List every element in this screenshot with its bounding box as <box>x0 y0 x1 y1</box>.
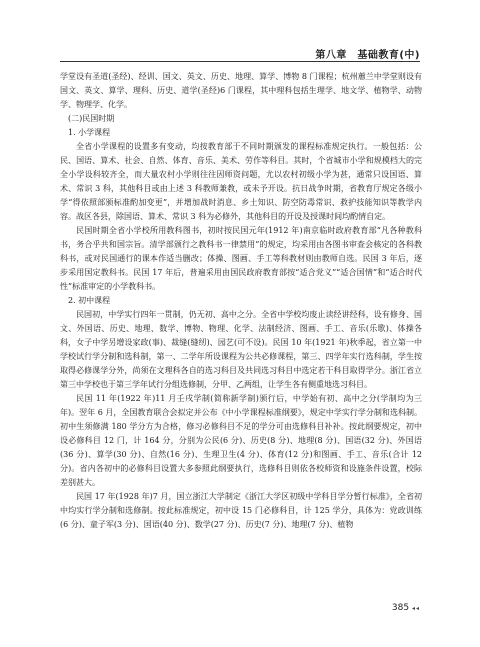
page-number-mark: ◂◂ <box>411 605 420 612</box>
paragraph: 民国 11 年(1922 年)11 月壬戌学制(简称新学制)颁行后，中学始有初、高中之分(学制均为三年)。翌年 6 月，全国教育联合会拟定并公布《中小学课程标准纲要》，规定中学实行学分制和选科制。初中生须修满 180 学分方为合格，修习必修科目不足的学分可由选修科目补补。按此纲要规定，初中设必修科目 12 门，计 164 分，分别为公民(6 分)、历史(8 分)、地理(8 分)、国语(32 分)、外国语(36 分)、算学(30 分)、自然(16 分)、生理卫生(4 分)、体育(12 分)和图画、手工、音乐(合计 12 分)。省内各初中的必修科目设置大多参照此纲要执行，选修科目则依各校师资和设施条件设置，校际差别甚大。 <box>60 394 422 487</box>
chapter-header: 第八章 基础教育(中) <box>315 50 420 61</box>
paragraph: 全省小学课程的设置多有变动，均按教育部于不同时期颁发的课程标准规定执行。一般包括：公民、国语、算术、社会、自然、体育、音乐、美术、劳作等科目。其时，个省城市小学和规模档大的完全小学设科较齐全，而大量农村小学则往往因师资问题，尤以农村初级小学为甚，通常只设国语、算术、常识 3 科，其他科目或由上述 3 科教师兼教，或未予开设。抗日战争时期，省教育厅规定各级小学“得依照部颁标准酌加变更”，并增加战时消息、乡土知识、防空防毒常识、救护技能知识等教学内容。战区各县，除国语、算术、常识 3 科为必修外，其他科目的开设及授课时间均酌情自定。 <box>60 142 422 221</box>
section-heading: (二)民国时期 <box>68 114 115 123</box>
paragraph: 民国 17 年(1928 年)7 月，国立浙江大学制定《浙江大学区初级中学科目学分暂行标准》，全省初中均实行学分制和选修制。按此标准规定，初中设 15 门必修科目，计 125 学分，具体为：党政训练(6 分)、童子军(3 分)、国语(40 分)、数学(27 分)、历史(7 分)、地理(7 分)、植物 <box>60 492 422 529</box>
subsection-heading: 2. 初中课程 <box>68 296 111 305</box>
header-divider <box>60 61 420 62</box>
paragraph: 学堂设有圣道(圣经)、经训、国文、英文、历史、地理、算学、博物 8 门课程；杭州蕙兰中学堂则设有国文、英文、算学、理科、历史、道学(圣经)6 门课程，其中理科包括生理学、地文学、植物学、动物学、物理学、化学。 <box>60 72 422 109</box>
body-text <box>60 70 422 532</box>
paragraph: 民国初，中学实行四年一贯制，仍无初、高中之分。全省中学校均废止读经讲经科，设有修身、国文、外国语、历史、地理、数学、博物、物理、化学、法制经济、图画、手工、音乐(乐歌)、体操各科，女子中学另增设家政(事)、裁缝(缝纫)、园艺(可不设)。民国 10 年(1921 年)秋季起，省立第一中学校试行学分制和选科制，第一、二学年所设课程为公共必修课程，第三、四学年实行选科制，学生按取得必修课学分外，尚须在文理科各自的选习科目及共同选习科目中选定若干科目取得学分。浙江省立第三中学校也于第三学年试行分组选修制，分甲、乙两组，让学生各有侧重地选习科目。 <box>60 310 422 389</box>
page-number <box>392 603 420 613</box>
paragraph: 民国时期全省小学校所用教科图书，初时按民国元年(1912 年)南京临时政府教育部“凡各种教科书，务合乎共和国宗旨。清学部颁行之教科书一律禁用”的规定，均采用由各图书审查会核定的各科教科书，或对民国通行的课本作适当删改；体操、图画、手工等科教材则由教师自选。民国 3 年后，逐步采用国定教科书。民国 17 年后，普遍采用由国民政府教育部按“适合党义”“适合国情”和“适合时代性”标准审定的小学教科书。 <box>60 226 422 291</box>
page-number-value: 385 <box>391 603 410 613</box>
subsection-heading: 1. 小学课程 <box>68 128 111 137</box>
